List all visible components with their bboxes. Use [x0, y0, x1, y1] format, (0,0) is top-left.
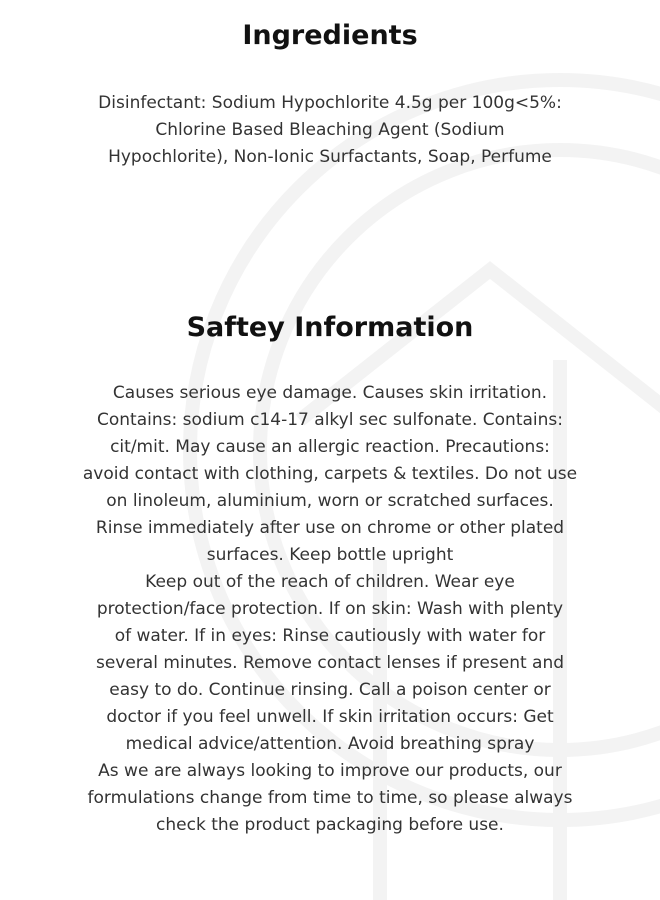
safety-line: medical advice/attention. Avoid breathing spray: [125, 734, 535, 754]
safety-line: Contains: sodium c14-17 alkyl sec sulfonate. Contains:: [97, 410, 563, 430]
safety-line: As we are always looking to improve our products, our: [98, 761, 562, 781]
ingredients-heading: Ingredients: [242, 20, 418, 51]
safety-line: of water. If in eyes: Rinse cautiously with water for: [114, 626, 546, 646]
safety-line: surfaces. Keep bottle upright: [206, 545, 454, 565]
safety-line: on linoleum, aluminium, worn or scratched surfaces.: [106, 491, 554, 511]
safety-line: Rinse immediately after use on chrome or other plated: [95, 518, 565, 538]
safety-heading: Saftey Information: [186, 312, 474, 343]
ingredients-line: Hypochlorite), Non-Ionic Surfactants, Soap, Perfume: [108, 147, 552, 167]
safety-line: check the product packaging before use.: [156, 815, 504, 835]
ingredients-line: Disinfectant: Sodium Hypochlorite 4.5g per 100g<5%:: [98, 93, 562, 113]
safety-line: formulations change from time to time, so please always: [87, 788, 573, 808]
safety-line: several minutes. Remove contact lenses if present and: [95, 653, 565, 673]
safety-line: doctor if you feel unwell. If skin irritation occurs: Get: [106, 707, 554, 727]
safety-line: protection/face protection. If on skin: Wash with plenty: [96, 599, 564, 619]
safety-line: easy to do. Continue rinsing. Call a poison center or: [109, 680, 551, 700]
safety-line: avoid contact with clothing, carpets & textiles. Do not use: [82, 464, 578, 484]
safety-line: cit/mit. May cause an allergic reaction. Precautions:: [110, 437, 550, 457]
safety-line: Keep out of the reach of children. Wear eye: [145, 572, 515, 592]
safety-line: Causes serious eye damage. Causes skin irritation.: [112, 383, 548, 403]
safety-text: [55, 380, 605, 839]
ingredients-text: [55, 90, 605, 171]
ingredients-line: Chlorine Based Bleaching Agent (Sodium: [155, 120, 505, 140]
